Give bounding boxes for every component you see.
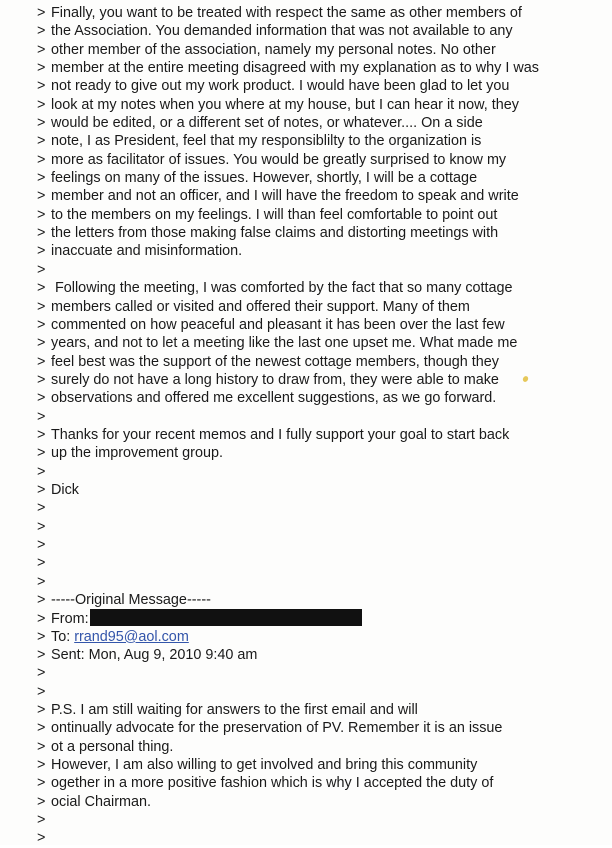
quoted-line: > look at my notes when you where at my house, but I can hear it now, they bbox=[37, 96, 519, 113]
from-line: > From: bbox=[37, 609, 602, 627]
quoted-line: > other member of the association, namely my personal notes. No other bbox=[37, 41, 496, 58]
quote-marker-line: > bbox=[37, 573, 46, 590]
quoted-line: > observations and offered me excellent suggestions, as we go forward. bbox=[37, 390, 497, 407]
quoted-line: > up the improvement group. bbox=[37, 445, 223, 462]
email-body bbox=[37, 4, 602, 848]
quoted-line: > not ready to give out my work product. I would have been glad to let you bbox=[37, 78, 510, 95]
quote-marker-line: > bbox=[37, 261, 46, 278]
quoted-line: > ogether in a more positive fashion which is why I accepted the duty of bbox=[37, 775, 494, 792]
quoted-line: > Following the meeting, I was comforted by the fact that so many cottage bbox=[37, 280, 513, 297]
quoted-line: > ontinually advocate for the preservation of PV. Remember it is an issue bbox=[37, 720, 503, 737]
quote-marker-line: > bbox=[37, 830, 46, 847]
quoted-line: > Thanks for your recent memos and I fully support your goal to start back bbox=[37, 426, 510, 443]
quoted-line: > However, I am also willing to get involved and bring this community bbox=[37, 757, 478, 774]
quoted-line: > surely do not have a long history to draw from, they were able to make bbox=[37, 371, 499, 388]
redacted-sender-bar bbox=[90, 609, 362, 626]
to-line: > To: rrand95@aol.com bbox=[37, 628, 189, 645]
quote-marker-line: > bbox=[37, 408, 46, 425]
quoted-line: > commented on how peaceful and pleasant it has been over the last few bbox=[37, 316, 505, 333]
quoted-line: > member at the entire meeting disagreed with my explanation as to why I was bbox=[37, 60, 539, 77]
quoted-line: > the Association. You demanded information that was not available to any bbox=[37, 23, 513, 40]
quoted-line: > feelings on many of the issues. However, shortly, I will be a cottage bbox=[37, 170, 478, 187]
original-message-header: > -----Original Message----- bbox=[37, 592, 211, 608]
signature-line: > Dick bbox=[37, 481, 79, 498]
quoted-line: > the letters from those making false claims and distorting meetings with bbox=[37, 225, 499, 242]
quoted-line: > Finally, you want to be treated with respect the same as other members of bbox=[37, 5, 522, 21]
quoted-line: > feel best was the support of the newest cottage members, though they bbox=[37, 353, 499, 370]
quote-marker-line: > bbox=[37, 500, 46, 517]
quoted-line: > to the members on my feelings. I will than feel comfortable to point out bbox=[37, 206, 498, 223]
quote-marker-line: > bbox=[37, 665, 46, 682]
quoted-line: > P.S. I am still waiting for answers to the first email and will bbox=[37, 702, 418, 719]
quoted-line: > members called or visited and offered their support. Many of them bbox=[37, 298, 470, 315]
quote-marker-line: > bbox=[37, 463, 46, 480]
quoted-line: > ot a personal thing. bbox=[37, 738, 174, 755]
quoted-line: > note, I as President, feel that my responsiblilty to the organization is bbox=[37, 133, 482, 150]
quoted-line: > years, and not to let a meeting like the last one upset me. What made me bbox=[37, 335, 518, 352]
quoted-line: > more as facilitator of issues. You would be greatly surprised to know my bbox=[37, 151, 507, 168]
quoted-line: > would be edited, or a different set of notes, or whatever.... On a side bbox=[37, 115, 483, 132]
quoted-line: > ocial Chairman. bbox=[37, 793, 151, 810]
quoted-line: > inaccuate and misinformation. bbox=[37, 243, 243, 260]
sent-line: > Sent: Mon, Aug 9, 2010 9:40 am bbox=[37, 647, 258, 664]
quoted-line: > member and not an officer, and I will have the freedom to speak and write bbox=[37, 188, 519, 205]
recipient-email-link[interactable]: rrand95@aol.com bbox=[74, 628, 189, 645]
quote-marker-line: > bbox=[37, 683, 46, 700]
quote-marker-line: > bbox=[37, 536, 46, 553]
quote-marker-line: > bbox=[37, 518, 46, 535]
quote-marker-line: > bbox=[37, 555, 46, 572]
signature: Dick bbox=[51, 481, 79, 498]
quote-marker-line: > bbox=[37, 812, 46, 829]
